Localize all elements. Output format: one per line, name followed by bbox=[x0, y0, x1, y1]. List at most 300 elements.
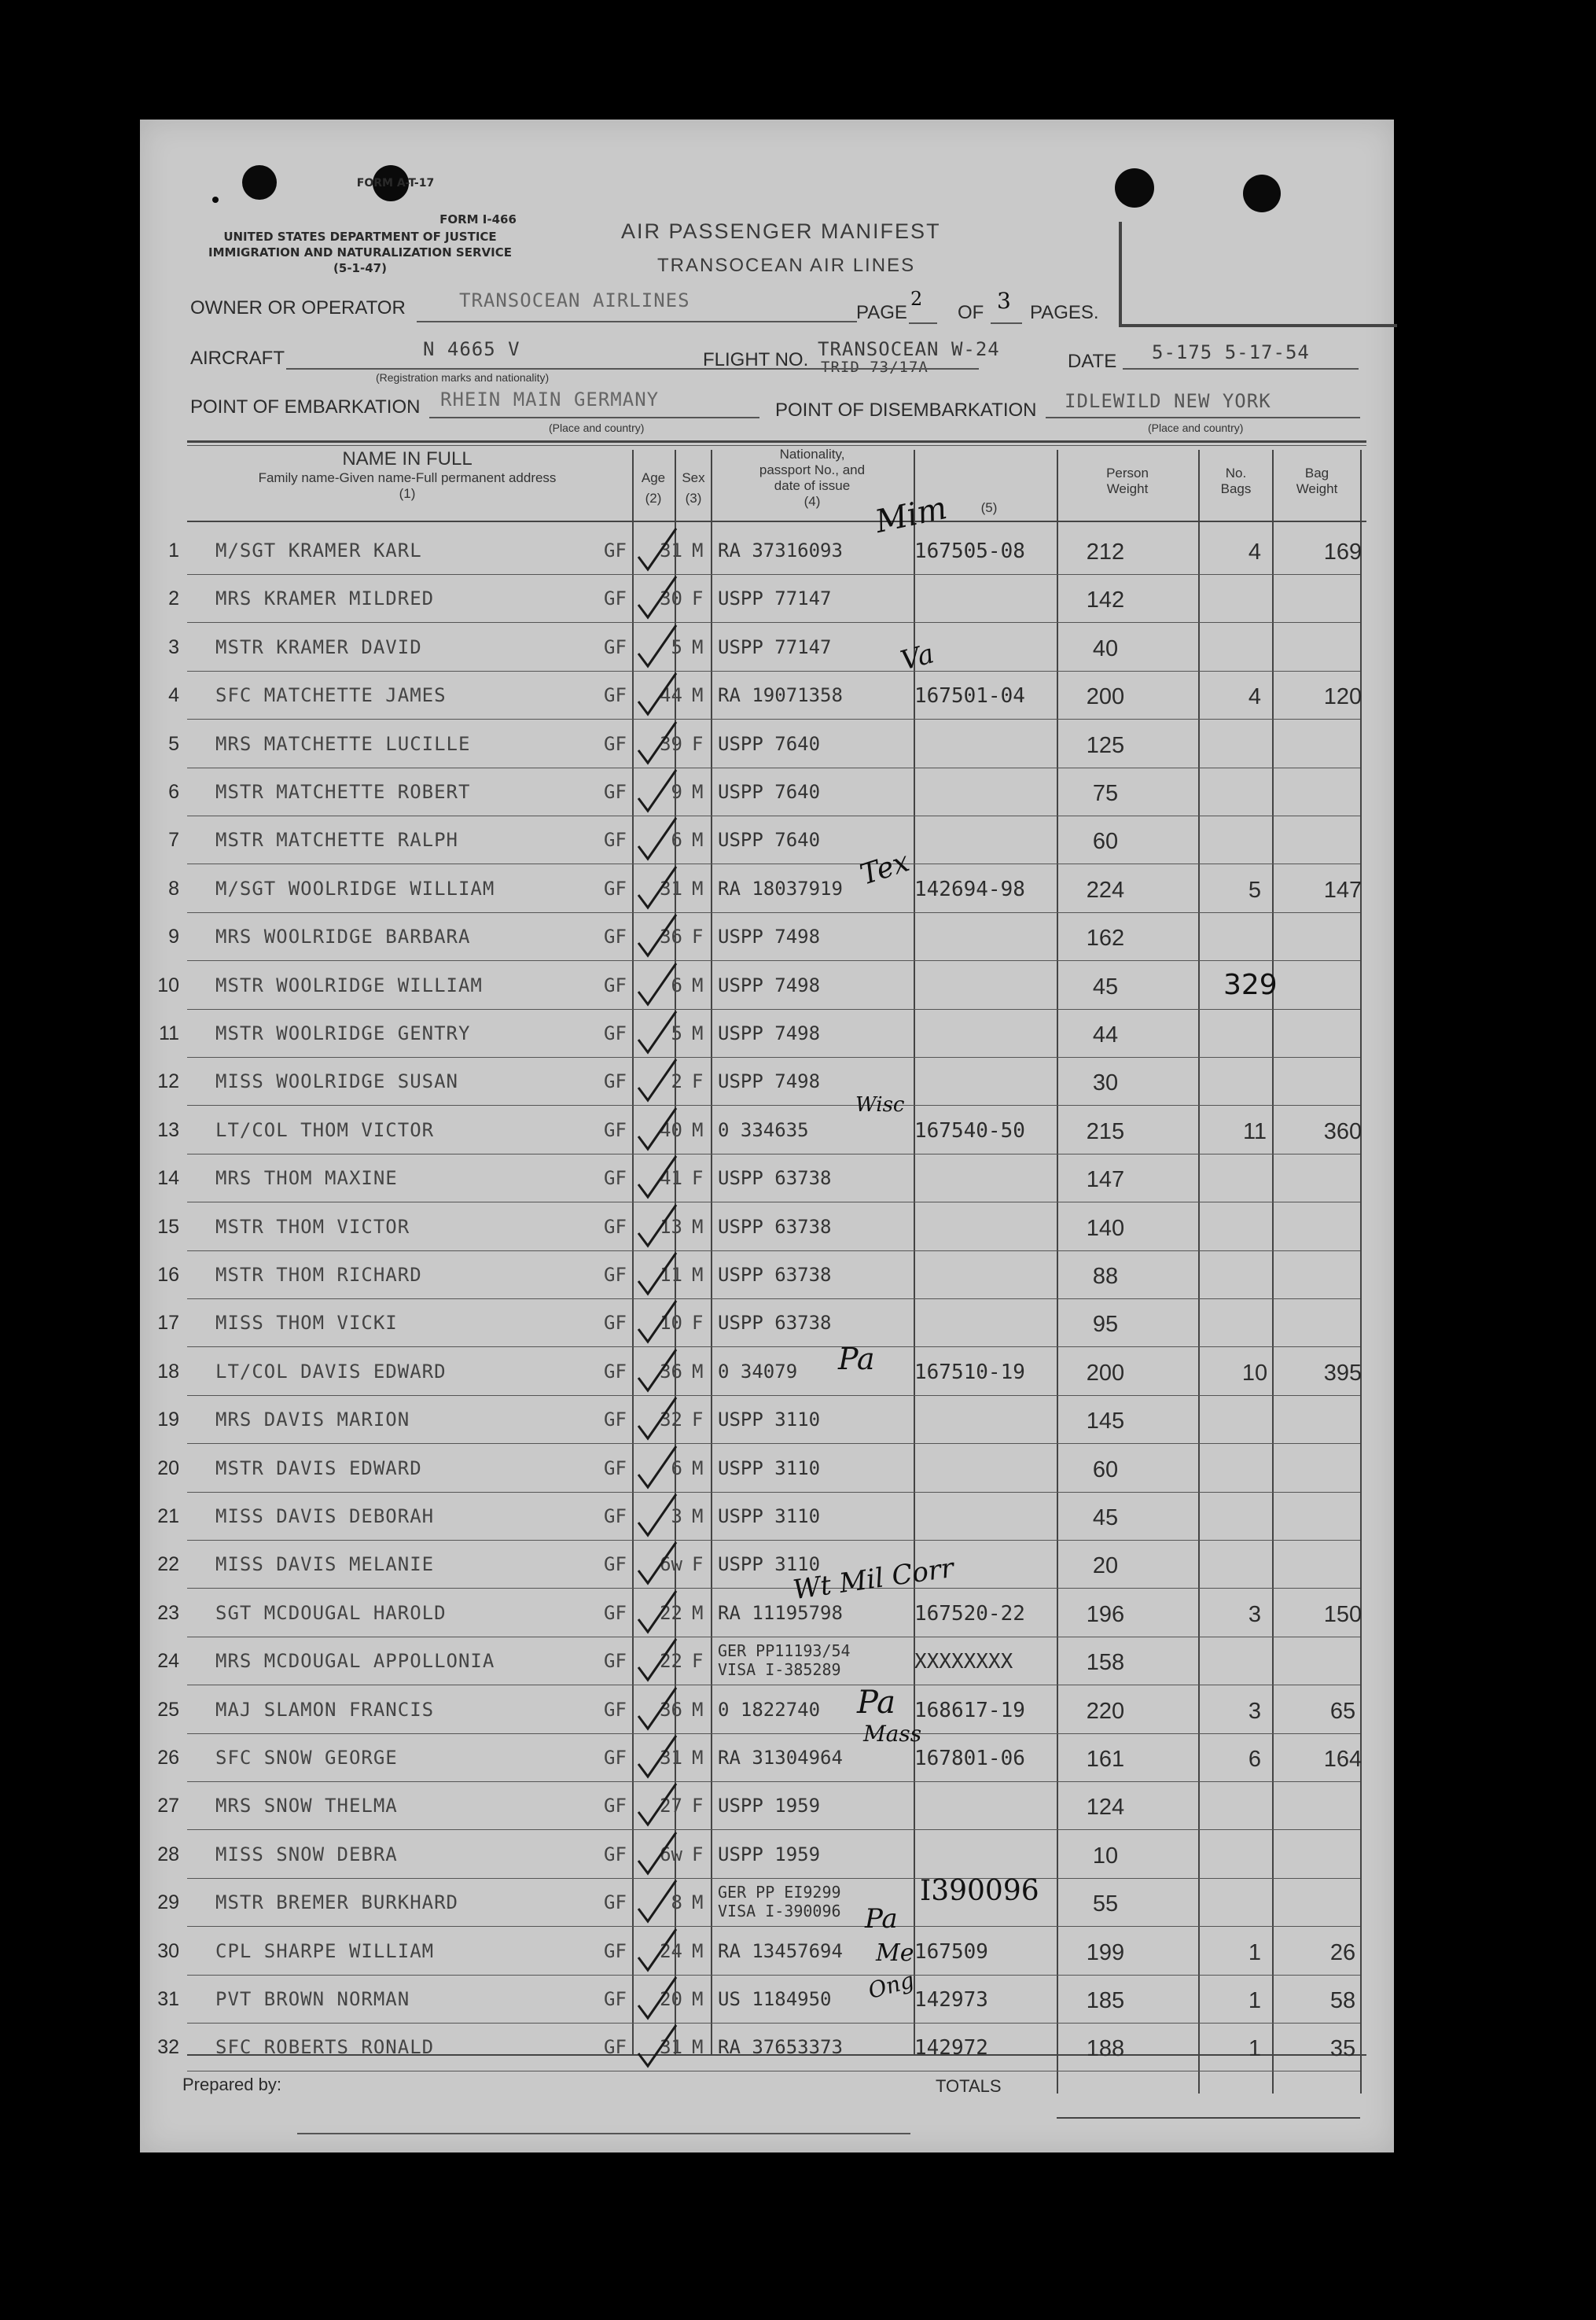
checkmark-stroke bbox=[638, 1832, 676, 1873]
annotation-row18: Pa bbox=[838, 1342, 875, 1376]
bag-count: 3 bbox=[1248, 1698, 1262, 1724]
totals-bottom-rule bbox=[1057, 2117, 1360, 2119]
checkmark-icon bbox=[627, 1976, 690, 2023]
row-number: 27 bbox=[157, 1795, 179, 1817]
passport-info: RA 11195798 bbox=[718, 1601, 843, 1624]
passenger-row bbox=[140, 1931, 1394, 1979]
passenger-name: MISS DAVIS DEBORAH bbox=[215, 1505, 435, 1527]
of-underline bbox=[991, 322, 1022, 324]
passenger-age: 36 bbox=[660, 1698, 682, 1721]
checkmark-icon bbox=[627, 1782, 690, 1829]
row-rule bbox=[187, 1395, 1360, 1396]
passenger-row bbox=[140, 627, 1394, 675]
row-rule bbox=[187, 1250, 1360, 1251]
ticket-number: 168617-19 bbox=[914, 1698, 1025, 1722]
passenger-name: CPL SHARPE WILLIAM bbox=[215, 1939, 435, 1962]
bag-weight: 360 bbox=[1323, 1118, 1362, 1144]
row-rule bbox=[187, 1492, 1360, 1493]
passport-info: RA 19071358 bbox=[718, 684, 843, 707]
col-header-age-label: Age bbox=[641, 470, 666, 485]
person-weight: 162 bbox=[1086, 926, 1125, 952]
row-rule bbox=[187, 1878, 1360, 1879]
date-value: 5-175 5-17-54 bbox=[1152, 341, 1310, 363]
col-header-sex bbox=[676, 470, 711, 506]
passenger-sex: M bbox=[692, 2036, 704, 2059]
of-label: OF bbox=[958, 302, 984, 323]
owner-label: OWNER OR OPERATOR bbox=[190, 297, 406, 319]
row-number: 5 bbox=[168, 732, 179, 755]
row-number: 29 bbox=[157, 1891, 179, 1914]
checkmark-stroke bbox=[638, 1398, 676, 1438]
passenger-age: 31 bbox=[660, 877, 682, 900]
passenger-age: 11 bbox=[660, 1264, 682, 1286]
disembark-note: (Place and country) bbox=[1148, 422, 1244, 434]
person-weight: 55 bbox=[1092, 1891, 1119, 1917]
annotation-row1: Mim bbox=[872, 489, 951, 541]
passport-info: USPP 7498 bbox=[718, 974, 821, 996]
checkmark-icon bbox=[627, 1299, 690, 1346]
destination-code: GF bbox=[604, 1070, 627, 1093]
passenger-age: 8 bbox=[671, 1891, 682, 1914]
checkmark-icon bbox=[627, 2024, 690, 2071]
row-rule bbox=[187, 2023, 1360, 2024]
aircraft-label: AIRCRAFT bbox=[190, 348, 285, 369]
row-rule bbox=[187, 671, 1360, 672]
row-rule bbox=[187, 1829, 1360, 1830]
row-rule bbox=[187, 574, 1360, 575]
aircraft-note: (Registration marks and nationality) bbox=[376, 371, 550, 384]
destination-code: GF bbox=[604, 829, 627, 852]
passenger-age: 2 bbox=[671, 1070, 682, 1093]
row-number: 12 bbox=[157, 1070, 179, 1093]
row-number: 24 bbox=[157, 1650, 179, 1673]
destination-code: GF bbox=[604, 1360, 627, 1383]
passport-info: RA 13457694 bbox=[718, 1939, 843, 1962]
passenger-sex: M bbox=[692, 1891, 704, 1914]
passenger-name: LT/COL DAVIS EDWARD bbox=[215, 1360, 447, 1383]
passport-info: USPP 3110 bbox=[718, 1456, 821, 1479]
passenger-age: 6w bbox=[660, 1553, 682, 1576]
row-number: 11 bbox=[159, 1022, 179, 1044]
row-number: 13 bbox=[157, 1118, 179, 1141]
destination-code: GF bbox=[604, 1553, 627, 1576]
passenger-sex: M bbox=[692, 1360, 704, 1383]
checkmark-icon bbox=[627, 768, 690, 816]
row-number: 14 bbox=[157, 1167, 179, 1190]
row-number: 28 bbox=[157, 1843, 179, 1865]
passenger-row bbox=[140, 1785, 1394, 1833]
checkmark-icon bbox=[627, 1493, 690, 1540]
passenger-sex: M bbox=[692, 1505, 704, 1527]
passenger-sex: M bbox=[692, 635, 704, 658]
passenger-name: MISS WOOLRIDGE SUSAN bbox=[215, 1070, 458, 1093]
destination-code: GF bbox=[604, 1650, 627, 1673]
passenger-sex: F bbox=[692, 1553, 704, 1576]
bag-count: 11 bbox=[1242, 1118, 1267, 1144]
row-number: 22 bbox=[157, 1553, 179, 1576]
checkmark-icon bbox=[627, 1589, 690, 1637]
destination-code: GF bbox=[604, 684, 627, 707]
col-header-name-title: NAME IN FULL bbox=[342, 448, 473, 470]
checkmark-icon bbox=[627, 1686, 690, 1733]
passenger-age: 44 bbox=[660, 684, 682, 707]
person-weight: 95 bbox=[1092, 1312, 1119, 1338]
passenger-row bbox=[140, 1641, 1394, 1688]
person-weight: 10 bbox=[1092, 1843, 1119, 1869]
col-header-bags-1: No. bbox=[1225, 466, 1247, 481]
owner-underline bbox=[417, 321, 857, 322]
person-weight: 185 bbox=[1086, 1988, 1125, 2013]
passenger-sex: M bbox=[692, 1939, 704, 1962]
edition: (5-1-47) bbox=[333, 261, 387, 275]
checkmark-stroke bbox=[638, 625, 676, 666]
passenger-age: 6 bbox=[671, 974, 682, 996]
destination-code: GF bbox=[604, 926, 627, 948]
airline-name: TRANSOCEAN AIR LINES bbox=[657, 255, 916, 276]
checkmark-icon bbox=[627, 1541, 690, 1588]
destination-code: GF bbox=[604, 1312, 627, 1335]
col-header-5: (5) bbox=[980, 500, 998, 515]
passenger-name: MRS WOOLRIDGE BARBARA bbox=[215, 926, 471, 948]
checkmark-icon bbox=[627, 720, 690, 768]
row-number: 26 bbox=[157, 1747, 179, 1769]
row-number: 32 bbox=[157, 2036, 179, 2059]
passport-info: US 1184950 bbox=[718, 1988, 832, 2010]
bag-count: 4 bbox=[1248, 539, 1262, 565]
row-number: 30 bbox=[157, 1939, 179, 1962]
passenger-name: MRS MCDOUGAL APPOLLONIA bbox=[215, 1650, 495, 1673]
checkmark-icon bbox=[627, 1251, 690, 1298]
destination-code: GF bbox=[604, 877, 627, 900]
passenger-row bbox=[140, 724, 1394, 771]
checkmark-stroke bbox=[638, 867, 676, 908]
row-rule bbox=[187, 1975, 1360, 1976]
destination-code: GF bbox=[604, 1795, 627, 1817]
passenger-sex: F bbox=[692, 1167, 704, 1190]
ticket-number: 167501-04 bbox=[914, 684, 1025, 709]
passenger-age: 5 bbox=[671, 1022, 682, 1044]
passenger-name: M/SGT WOOLRIDGE WILLIAM bbox=[215, 877, 495, 900]
passenger-sex: F bbox=[692, 1070, 704, 1093]
passenger-age: 10 bbox=[660, 1312, 682, 1335]
ticket-number: 167510-19 bbox=[914, 1360, 1025, 1384]
person-weight: 161 bbox=[1086, 1747, 1125, 1772]
row-rule bbox=[187, 1298, 1360, 1299]
person-weight: 45 bbox=[1092, 974, 1119, 1000]
passenger-age: 6w bbox=[660, 1843, 682, 1865]
row-number: 10 bbox=[157, 974, 179, 996]
passenger-name: MSTR DAVIS EDWARD bbox=[215, 1456, 422, 1479]
passenger-sex: M bbox=[692, 1118, 704, 1141]
annotation-row30: Pa bbox=[865, 1903, 898, 1935]
checkmark-stroke bbox=[638, 1977, 676, 2018]
ticket-number: 167520-22 bbox=[914, 1601, 1025, 1626]
passport-info: USPP 7640 bbox=[718, 781, 821, 803]
checkmark-icon bbox=[627, 1348, 690, 1395]
passport-info: 0 34079 bbox=[718, 1360, 798, 1383]
passenger-row bbox=[140, 1979, 1394, 2027]
checkmark-icon bbox=[627, 865, 690, 912]
disembark-underline bbox=[1046, 417, 1360, 418]
destination-code: GF bbox=[604, 587, 627, 610]
col-header-age bbox=[634, 470, 673, 506]
passport-info: USPP 77147 bbox=[718, 635, 832, 658]
passenger-row bbox=[140, 1496, 1394, 1544]
destination-code: GF bbox=[604, 1891, 627, 1914]
checkmark-icon bbox=[627, 1010, 690, 1057]
passport-info: USPP 7498 bbox=[718, 1070, 821, 1093]
ticket-number: 142972 bbox=[914, 2036, 988, 2060]
passport-info: USPP 3110 bbox=[718, 1409, 821, 1431]
person-weight: 212 bbox=[1086, 539, 1125, 565]
totals-label: TOTALS bbox=[936, 2076, 1002, 2096]
col-header-name-num: (1) bbox=[399, 486, 416, 501]
annotation-row29: I390096 bbox=[920, 1875, 1039, 1907]
checkmark-icon bbox=[627, 1734, 690, 1781]
person-weight: 40 bbox=[1092, 635, 1119, 661]
person-weight: 215 bbox=[1086, 1118, 1125, 1144]
form-number-top: FORM A-T-17 bbox=[356, 177, 435, 190]
passenger-row bbox=[140, 1110, 1394, 1158]
passenger-row bbox=[140, 1544, 1394, 1592]
passenger-row bbox=[140, 675, 1394, 723]
passenger-sex: M bbox=[692, 1264, 704, 1286]
passenger-sex: M bbox=[692, 1698, 704, 1721]
passenger-sex: F bbox=[692, 1650, 704, 1673]
ticket-number: 142694-98 bbox=[914, 877, 1025, 901]
passenger-name: MSTR WOOLRIDGE WILLIAM bbox=[215, 974, 483, 996]
person-weight: 45 bbox=[1092, 1505, 1119, 1530]
destination-code: GF bbox=[604, 781, 627, 803]
annotation-row8: Tex bbox=[856, 845, 914, 892]
embark-note: (Place and country) bbox=[549, 422, 645, 434]
person-weight: 224 bbox=[1086, 877, 1125, 903]
checkmark-icon bbox=[627, 1203, 690, 1250]
aircraft-value: N 4665 V bbox=[423, 338, 520, 360]
passenger-name: MRS KRAMER MILDRED bbox=[215, 587, 435, 610]
row-number: 4 bbox=[168, 684, 179, 707]
row-rule bbox=[187, 1009, 1360, 1010]
checkmark-stroke bbox=[638, 2025, 676, 2066]
passenger-row bbox=[140, 819, 1394, 867]
passenger-age: 9 bbox=[671, 781, 682, 803]
col-header-sex-label: Sex bbox=[682, 470, 705, 485]
bag-weight: 147 bbox=[1323, 877, 1362, 903]
row-number: 23 bbox=[157, 1601, 179, 1624]
checkmark-icon bbox=[627, 1445, 690, 1492]
bag-weight: 395 bbox=[1323, 1360, 1362, 1386]
person-weight: 142 bbox=[1086, 587, 1125, 613]
passenger-row bbox=[140, 1737, 1394, 1785]
col-header-weight-1: Person bbox=[1106, 466, 1149, 481]
checkmark-stroke bbox=[638, 770, 676, 811]
col-header-weight bbox=[1060, 466, 1195, 497]
destination-code: GF bbox=[604, 1118, 627, 1141]
checkmark-icon bbox=[627, 624, 690, 671]
bag-count: 4 bbox=[1248, 684, 1262, 710]
passenger-name: MSTR MATCHETTE ROBERT bbox=[215, 781, 471, 803]
col-header-bags-2: Bags bbox=[1220, 481, 1252, 496]
person-weight: 196 bbox=[1086, 1601, 1125, 1627]
passport-info: USPP 3110 bbox=[718, 1505, 821, 1527]
owner-value: TRANSOCEAN AIRLINES bbox=[459, 289, 690, 311]
checkmark-stroke bbox=[638, 1591, 676, 1632]
person-weight: 124 bbox=[1086, 1795, 1125, 1821]
destination-code: GF bbox=[604, 1022, 627, 1044]
manifest-sheet bbox=[140, 120, 1394, 2152]
bag-weight: 164 bbox=[1323, 1747, 1362, 1772]
passenger-sex: F bbox=[692, 926, 704, 948]
embark-underline bbox=[429, 417, 759, 418]
bag-count: 3 bbox=[1248, 1601, 1262, 1627]
passenger-age: 36 bbox=[660, 926, 682, 948]
row-number: 6 bbox=[168, 781, 179, 803]
passenger-name: MRS SNOW THELMA bbox=[215, 1795, 398, 1817]
row-rule bbox=[187, 1346, 1360, 1347]
page-label: PAGE bbox=[856, 302, 907, 323]
passenger-age: 39 bbox=[660, 732, 682, 755]
passenger-name: MSTR MATCHETTE RALPH bbox=[215, 829, 458, 852]
checkmark-icon bbox=[627, 1058, 690, 1105]
passenger-row bbox=[140, 578, 1394, 626]
destination-code: GF bbox=[604, 2036, 627, 2059]
prepared-by-label: Prepared by: bbox=[182, 2075, 281, 2094]
passenger-age: 3 bbox=[671, 1505, 682, 1527]
row-rule bbox=[187, 1781, 1360, 1782]
passenger-sex: F bbox=[692, 587, 704, 610]
passport-info: RA 37316093 bbox=[718, 539, 843, 562]
page-underline bbox=[909, 322, 937, 324]
passport-info: GER PP EI9299 bbox=[718, 1883, 841, 1902]
passenger-age: 6 bbox=[671, 1456, 682, 1479]
checkmark-stroke bbox=[638, 1688, 676, 1729]
row-number: 21 bbox=[157, 1505, 179, 1527]
destination-code: GF bbox=[604, 974, 627, 996]
person-weight: 145 bbox=[1086, 1409, 1125, 1434]
bag-weight: 169 bbox=[1323, 539, 1362, 565]
row-rule bbox=[187, 622, 1360, 623]
passenger-row bbox=[140, 1399, 1394, 1447]
disembark-value: IDLEWILD NEW YORK bbox=[1065, 390, 1271, 412]
bag-weight: 65 bbox=[1329, 1698, 1356, 1724]
col-header-nat-3: date of issue bbox=[774, 478, 851, 493]
passenger-sex: F bbox=[692, 1843, 704, 1865]
passport-info: RA 31304964 bbox=[718, 1747, 843, 1769]
col-header-bagw-1: Bag bbox=[1304, 466, 1329, 481]
checkmark-icon bbox=[627, 1396, 690, 1443]
annotation-row4: Va bbox=[897, 638, 938, 677]
row-rule bbox=[187, 1105, 1360, 1106]
passport-info: USPP 1959 bbox=[718, 1843, 821, 1865]
passenger-row bbox=[140, 916, 1394, 964]
destination-code: GF bbox=[604, 1747, 627, 1769]
passenger-name: MISS DAVIS MELANIE bbox=[215, 1553, 435, 1576]
passenger-sex: F bbox=[692, 1795, 704, 1817]
destination-code: GF bbox=[604, 539, 627, 562]
passport-info: USPP 7640 bbox=[718, 732, 821, 755]
checkmark-stroke bbox=[638, 1929, 676, 1970]
destination-code: GF bbox=[604, 635, 627, 658]
prepared-by-underline bbox=[297, 2133, 910, 2134]
person-weight: 200 bbox=[1086, 684, 1125, 710]
checkmark-stroke bbox=[638, 915, 676, 956]
passenger-age: 24 bbox=[660, 1939, 682, 1962]
ticket-number: 167540-50 bbox=[914, 1118, 1025, 1143]
punch-hole bbox=[1115, 168, 1154, 208]
checkmark-stroke bbox=[638, 1542, 676, 1583]
passenger-row bbox=[140, 1448, 1394, 1496]
person-weight: 88 bbox=[1092, 1264, 1119, 1289]
person-weight: 20 bbox=[1092, 1553, 1119, 1579]
bag-count: 1 bbox=[1248, 1988, 1262, 2013]
row-number: 7 bbox=[168, 829, 179, 852]
passport-info: USPP 7498 bbox=[718, 926, 821, 948]
annotation-row25b: Mass bbox=[863, 1721, 922, 1747]
passenger-name: SGT MCDOUGAL HAROLD bbox=[215, 1601, 447, 1624]
destination-code: GF bbox=[604, 732, 627, 755]
passenger-sex: M bbox=[692, 1022, 704, 1044]
passenger-row bbox=[140, 530, 1394, 578]
passport-info: USPP 1959 bbox=[718, 1795, 821, 1817]
passenger-name: MSTR BREMER BURKHARD bbox=[215, 1891, 458, 1914]
row-number: 3 bbox=[168, 635, 179, 658]
header-bottom-rule bbox=[187, 521, 1366, 522]
passport-info: 0 1822740 bbox=[718, 1698, 821, 1721]
passenger-age: 31 bbox=[660, 1747, 682, 1769]
checkmark-icon bbox=[627, 962, 690, 1009]
row-rule bbox=[187, 1733, 1360, 1734]
passenger-sex: F bbox=[692, 732, 704, 755]
passenger-sex: M bbox=[692, 1747, 704, 1769]
checkmark-stroke bbox=[638, 1350, 676, 1390]
passenger-row bbox=[140, 2027, 1394, 2075]
row-rule bbox=[187, 1926, 1360, 1927]
bag-weight: 26 bbox=[1329, 1939, 1356, 1965]
checkmark-icon bbox=[627, 1154, 690, 1202]
passport-info: RA 18037919 bbox=[718, 877, 843, 900]
col-header-sex-num: (3) bbox=[685, 491, 702, 506]
checkmark-stroke bbox=[638, 1301, 676, 1342]
passenger-age: 5 bbox=[671, 635, 682, 658]
checkmark-stroke bbox=[638, 1059, 676, 1100]
flight-underline bbox=[812, 368, 979, 370]
checkmark-stroke bbox=[638, 1784, 676, 1825]
checkmark-icon bbox=[627, 1879, 690, 1926]
annotation-row32: Ong bbox=[865, 1966, 918, 2005]
passport-info: USPP 77147 bbox=[718, 587, 832, 610]
row-number: 25 bbox=[157, 1698, 179, 1721]
checkmark-icon bbox=[627, 1928, 690, 1975]
bag-weight: 58 bbox=[1329, 1988, 1356, 2013]
ticket-number: 167505-08 bbox=[914, 539, 1025, 563]
service: IMMIGRATION AND NATURALIZATION SERVICE bbox=[208, 245, 512, 260]
embark-label: POINT OF EMBARKATION bbox=[190, 396, 421, 418]
passport-info: USPP 63738 bbox=[718, 1215, 832, 1238]
passenger-sex: F bbox=[692, 1312, 704, 1335]
destination-code: GF bbox=[604, 1988, 627, 2010]
col-header-nat-num: (4) bbox=[804, 494, 821, 509]
form-title: AIR PASSENGER MANIFEST bbox=[621, 219, 941, 243]
destination-code: GF bbox=[604, 1215, 627, 1238]
checkmark-stroke bbox=[638, 1494, 676, 1535]
row-number: 18 bbox=[157, 1360, 179, 1383]
checkmark-stroke bbox=[638, 1736, 676, 1777]
annotation-row25a: Pa bbox=[857, 1685, 895, 1721]
flight-label: FLIGHT NO. bbox=[703, 349, 809, 370]
passenger-name: SFC SNOW GEORGE bbox=[215, 1747, 398, 1769]
checkmark-stroke bbox=[638, 818, 676, 859]
row-number: 19 bbox=[157, 1409, 179, 1431]
